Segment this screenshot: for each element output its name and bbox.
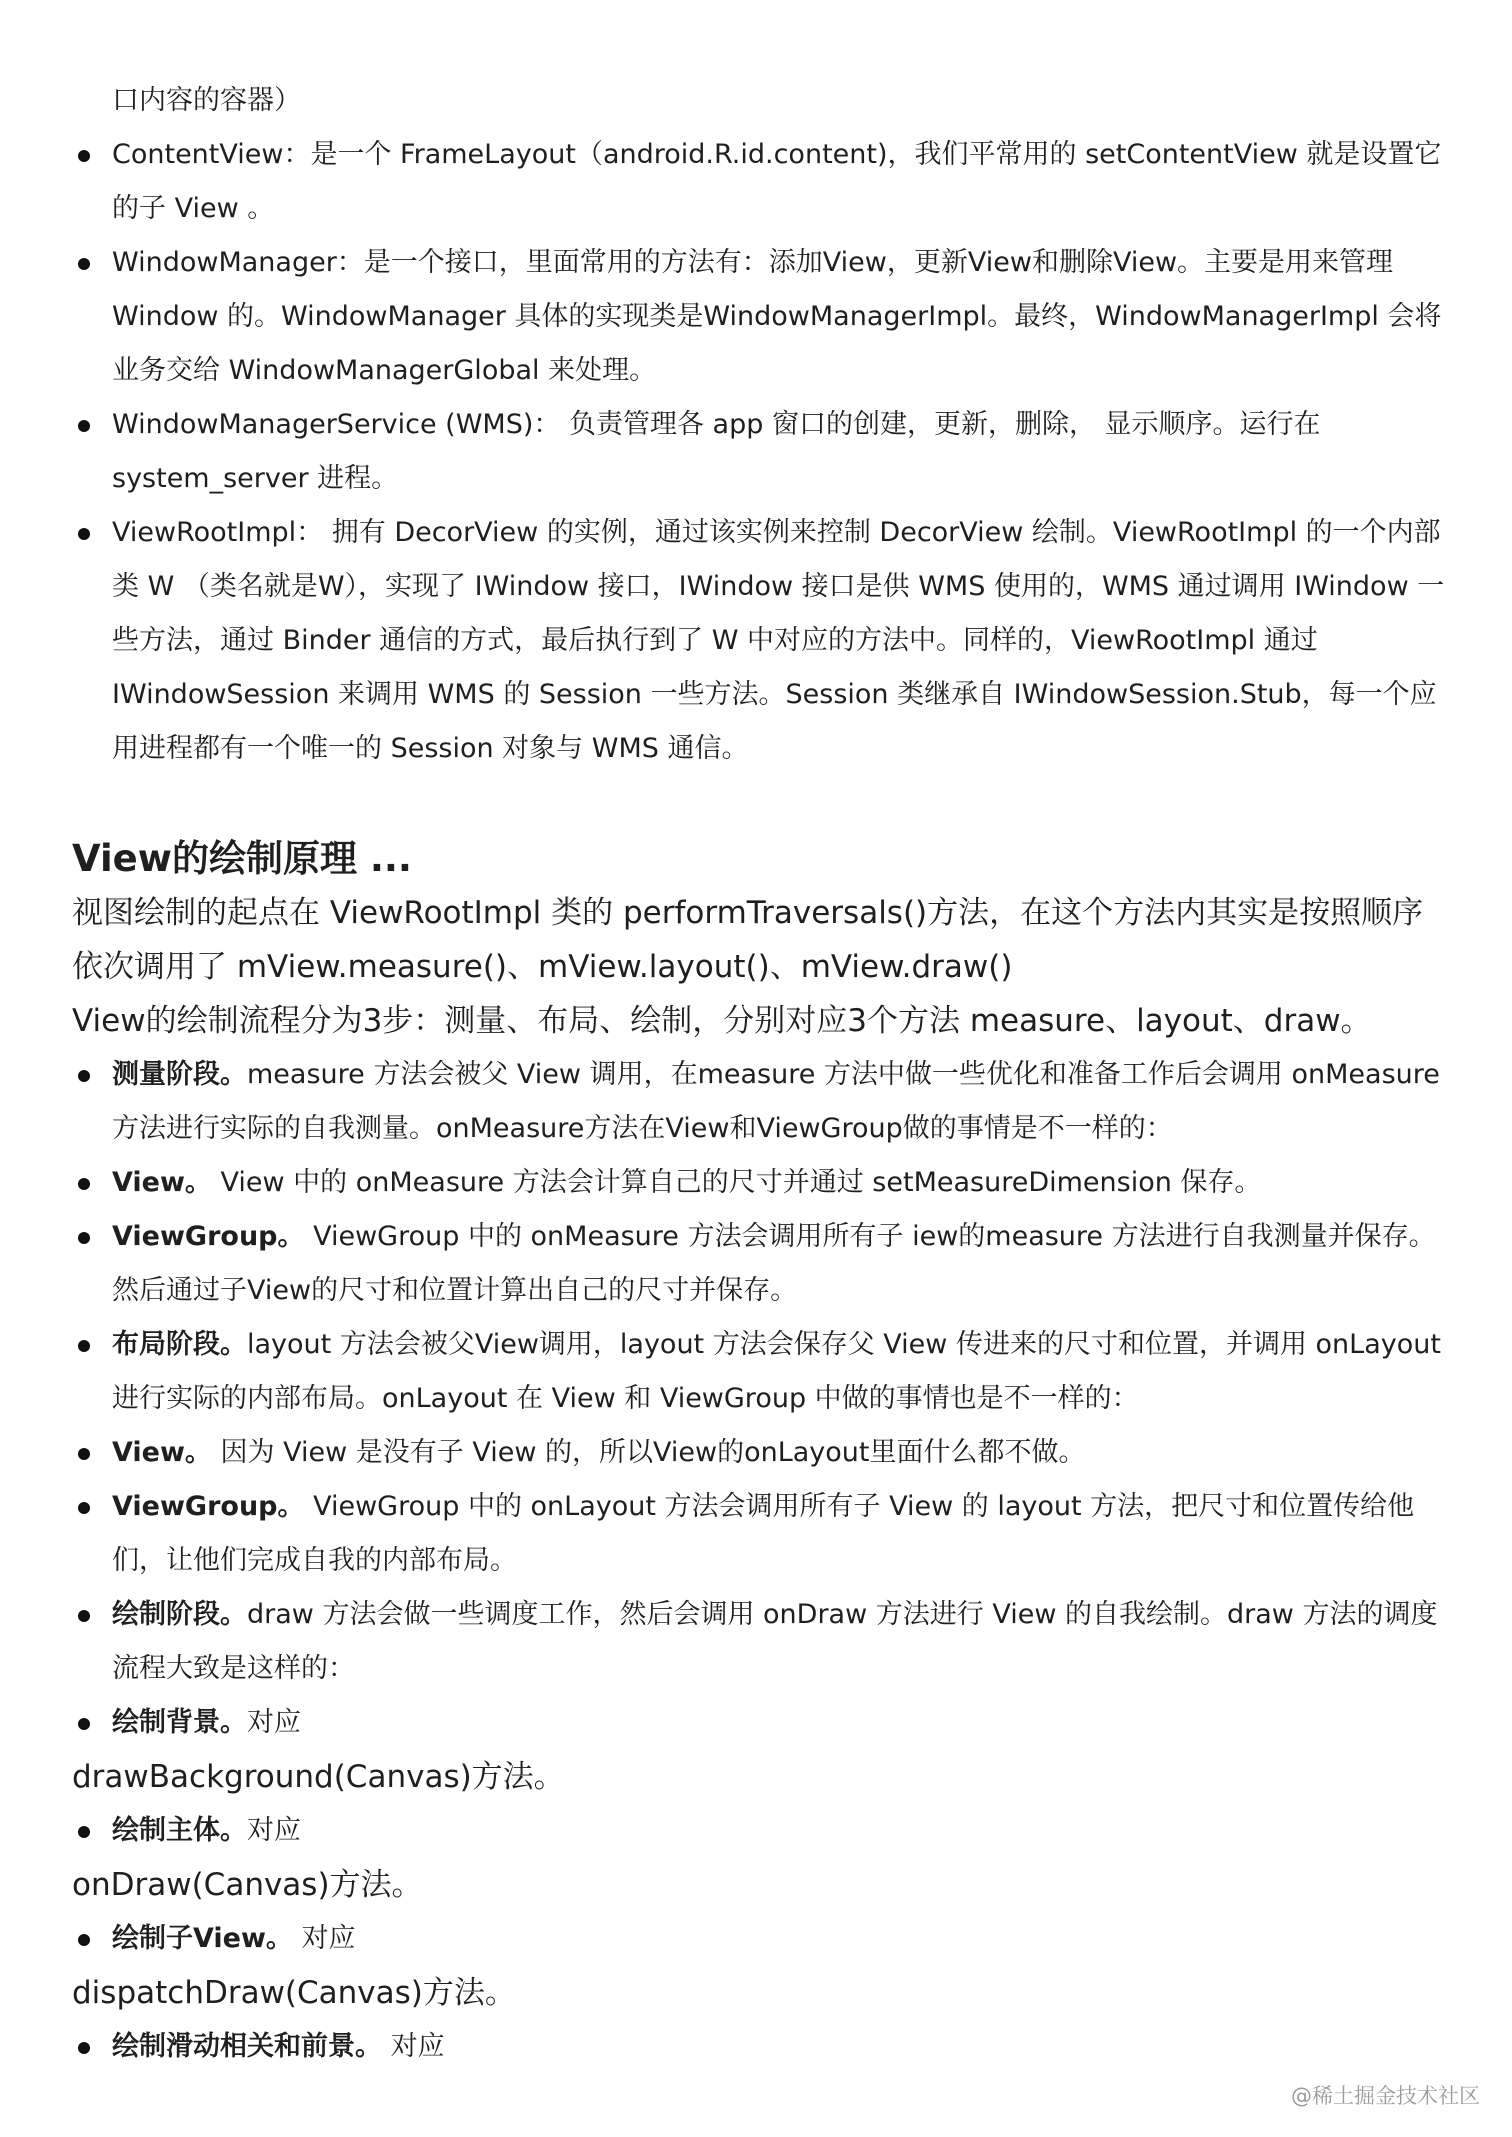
list-item-layout-view: [72, 1426, 1452, 1480]
list-item-draw-phase: [72, 1588, 1452, 1696]
steps-paragraph: View的绘制流程分为3步：测量、布局、绘制，分别对应3个方法 measure、layout、draw。: [72, 1003, 1372, 1039]
list-item-text: 对应: [292, 1923, 356, 1954]
list-item-title: 绘制滑动相关和前景。: [112, 2031, 382, 2062]
bullet-icon: [78, 1340, 90, 1352]
list-item-text: 因为 View 是没有子 View 的，所以View的onLayout里面什么都不做。: [211, 1437, 1086, 1468]
list-item-layout-phase: [72, 1318, 1452, 1426]
list-item-title: 布局阶段。: [112, 1329, 247, 1360]
list-item-title: 绘制子View。: [112, 1923, 293, 1954]
bullet-icon: [78, 528, 90, 540]
intro-paragraph: 视图绘制的起点在 ViewRootImpl 类的 performTraversals()方法，在这个方法内其实是按照顺序依次调用了 mView.measure()、mView.layout()、mView.draw(): [72, 895, 1424, 985]
list-item-measure-viewgroup: [72, 1210, 1452, 1318]
article-page: [72, 74, 1452, 2074]
method-line: onDraw(Canvas)方法。: [72, 1867, 423, 1903]
list-item-text: ViewRootImpl： 拥有 DecorView 的实例，通过该实例来控制 DecorView 绘制。ViewRootImpl 的一个内部类 W （类名就是W），实现了 IWindow 接口，IWindow 接口是供 WMS 使用的，WMS 通过调用 IWindow 一些方法，通过 Binder 通信的方式，最后执行到了 W 中对应的方法中。同样的，ViewRootImpl 通过 IWindowSession 来调用 WMS 的 Session 一些方法。Session 类继承自 IWindowSession.Stub，每一个应用进程都有一个唯一的 Session 对象与 WMS 通信。: [112, 517, 1445, 764]
list-item-text: ViewGroup 中的 onLayout 方法会调用所有子 View 的 layout 方法，把尺寸和位置传给他们，让他们完成自我的内部布局。: [112, 1491, 1415, 1576]
list-item-text: 对应: [247, 1815, 301, 1846]
bullet-icon: [78, 150, 90, 162]
list-item-title: ViewGroup。: [112, 1221, 305, 1252]
bullet-icon: [78, 1232, 90, 1244]
list-item-text: ContentView：是一个 FrameLayout（android.R.id.content)，我们平常用的 setContentView 就是设置它的子 View 。: [112, 139, 1442, 224]
list-item-title: View。: [112, 1437, 212, 1468]
bullet-icon: [78, 1070, 90, 1082]
list-item-wms: [72, 398, 1452, 506]
list-item-title: View。: [112, 1167, 212, 1198]
list-item-title: 绘制主体。: [112, 1815, 247, 1846]
method-line: drawBackground(Canvas)方法。: [72, 1759, 565, 1795]
list-item-viewrootimpl: [72, 506, 1452, 776]
list-item-text: draw 方法会做一些调度工作，然后会调用 onDraw 方法进行 View 的自我绘制。draw 方法的调度流程大致是这样的：: [112, 1599, 1438, 1684]
list-item-draw-body: [72, 1804, 1452, 1858]
list-item-contentview: [72, 128, 1452, 236]
bullet-icon: [78, 1610, 90, 1622]
list-item-text: WindowManager：是一个接口，里面常用的方法有：添加View，更新View和删除View。主要是用来管理 Window 的。WindowManager 具体的实现类是WindowManagerImpl。最终，WindowManagerImpl 会将业务交给 WindowManagerGlobal 来处理。: [112, 247, 1442, 386]
bullet-icon: [78, 1718, 90, 1730]
list-item-draw-foreground: [72, 2020, 1452, 2074]
bullet-icon: [78, 258, 90, 270]
list-item-layout-viewgroup: [72, 1480, 1452, 1588]
list-item-text: layout 方法会被父View调用，layout 方法会保存父 View 传进来的尺寸和位置，并调用 onLayout 进行实际的内部布局。onLayout 在 View 和 ViewGroup 中做的事情也是不一样的：: [112, 1329, 1441, 1414]
list-item-measure-phase: [72, 1048, 1452, 1156]
bullet-icon: [78, 1934, 90, 1946]
bullet-icon: [78, 420, 90, 432]
list-item-text: View 中的 onMeasure 方法会计算自己的尺寸并通过 setMeasureDimension 保存。: [211, 1167, 1262, 1198]
bullet-icon: [78, 2042, 90, 2054]
lead-continuation: 口内容的容器）: [112, 85, 301, 116]
list-item-text: 对应: [247, 1707, 301, 1738]
section-heading: View的绘制原理 ...: [72, 837, 412, 880]
list-item-windowmanager: [72, 236, 1452, 398]
bullet-icon: [78, 1448, 90, 1460]
bullet-icon: [78, 1178, 90, 1190]
list-item-text: ViewGroup 中的 onMeasure 方法会调用所有子 iew的measure 方法进行自我测量并保存。然后通过子View的尺寸和位置计算出自己的尺寸并保存。: [112, 1221, 1436, 1306]
watermark: @稀土掘金技术社区: [1291, 2084, 1480, 2108]
list-item-draw-background: [72, 1696, 1452, 1750]
list-item-text: measure 方法会被父 View 调用，在measure 方法中做一些优化和准备工作后会调用 onMeasure 方法进行实际的自我测量。onMeasure方法在View和ViewGroup做的事情是不一样的：: [112, 1059, 1440, 1144]
list-item-text: WindowManagerService (WMS)： 负责管理各 app 窗口的创建，更新，删除， 显示顺序。运行在 system_server 进程。: [112, 409, 1321, 494]
list-item-text: 对应: [382, 2031, 445, 2062]
list-item-title: 测量阶段。: [112, 1059, 247, 1090]
bullet-icon: [78, 1826, 90, 1838]
list-item-draw-children: [72, 1912, 1452, 1966]
bullet-icon: [78, 1502, 90, 1514]
method-line: dispatchDraw(Canvas)方法。: [72, 1975, 516, 2011]
list-item-title: ViewGroup。: [112, 1491, 305, 1522]
list-item-title: 绘制阶段。: [112, 1599, 247, 1630]
list-item-title: 绘制背景。: [112, 1707, 247, 1738]
list-item-measure-view: [72, 1156, 1452, 1210]
